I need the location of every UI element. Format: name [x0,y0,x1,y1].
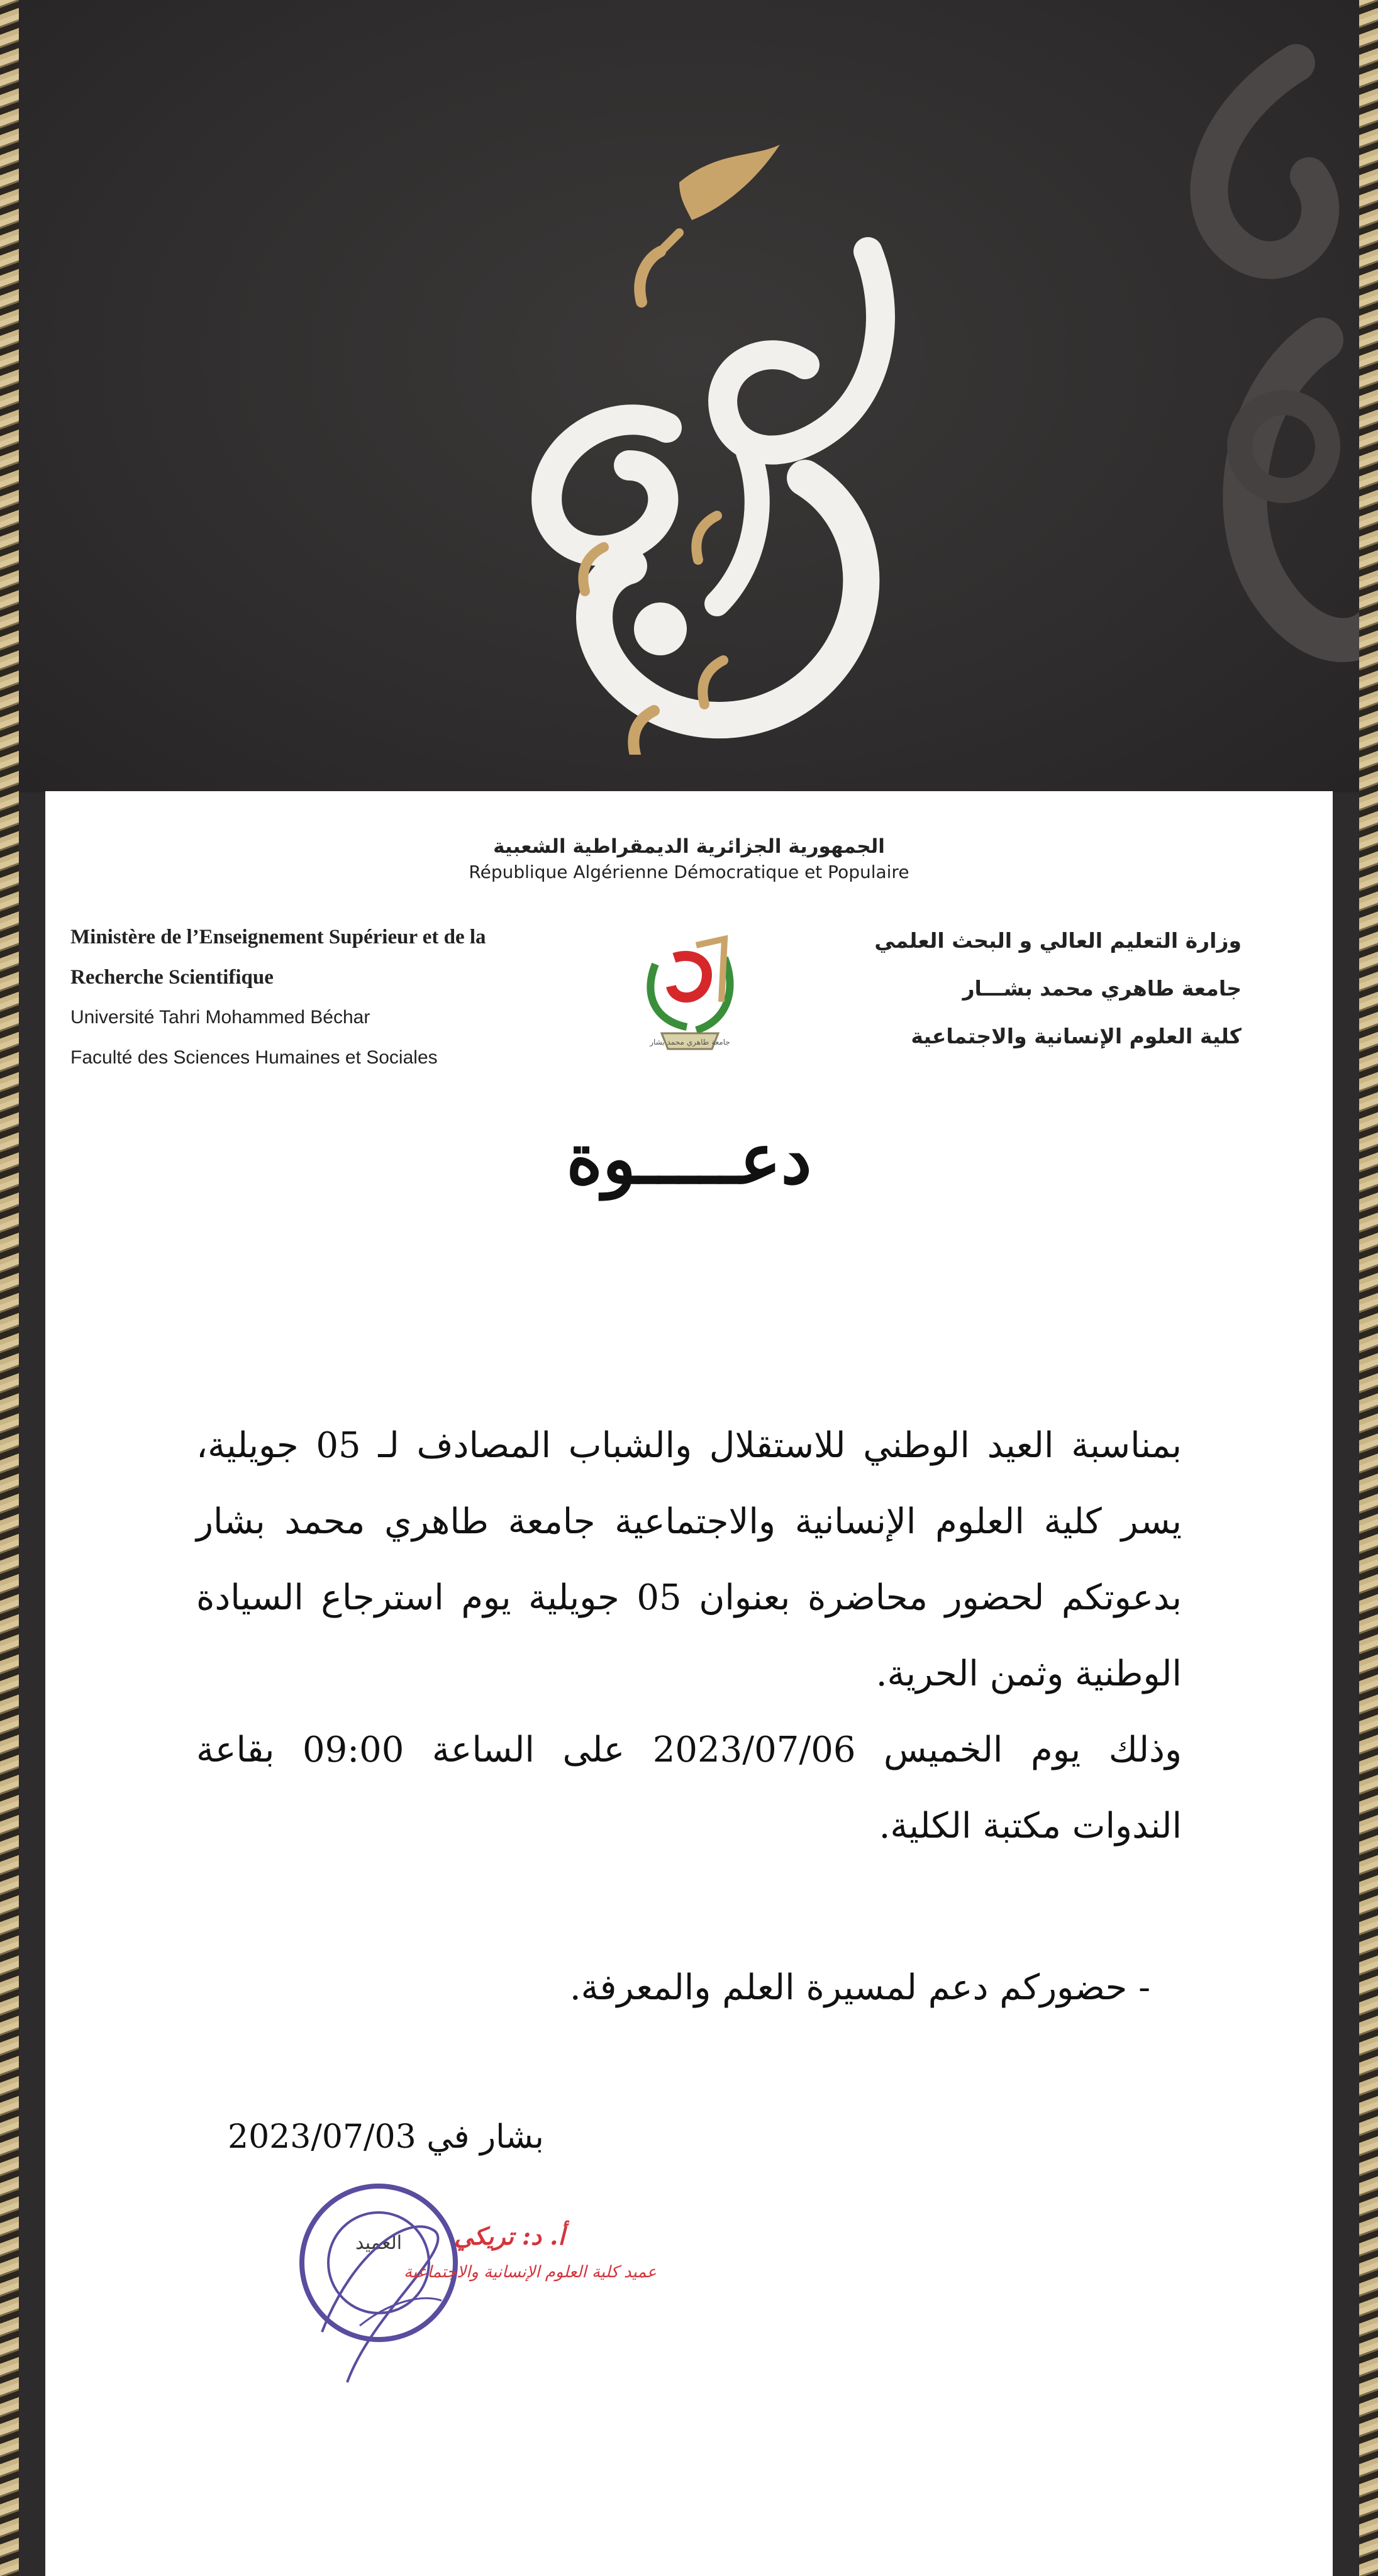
republic-title-french: République Algérienne Démocratique et Populaire [469,862,909,882]
left-rope-border [0,0,19,2576]
invitation-banner [19,0,1359,792]
stamp-dean-label: العميد [355,2232,403,2254]
crest-caption: جامعة طاهري محمد بشار [650,1038,730,1046]
university-name-arabic: جامعة طاهري محمد بشـــار [962,976,1242,1001]
signer-name: أ. د: تريكي [454,2222,565,2250]
invitation-body [196,1407,1182,1864]
invitation-paper [45,791,1333,2576]
invitation-title: دعـــــوة [566,1118,812,1199]
university-name-french: Université Tahri Mohammed Béchar [70,1007,370,1028]
faculty-name-arabic: كلية العلوم الإنسانية والاجتماعية [911,1024,1242,1048]
ministry-line-2: Recherche Scientifique [70,966,274,989]
official-stamp [284,2175,511,2426]
banner-watermark-calligraphy [1057,38,1359,780]
ministry-line-1: Ministère de l’Enseignement Supérieur et de la [70,926,486,948]
right-rope-border [1359,0,1378,2576]
faculty-name-french: Faculté des Sciences Humaines et Sociales [70,1047,438,1068]
ministry-name-arabic: وزارة التعليم العالي و البحث العلمي [874,928,1242,953]
header-french-block [70,917,561,1078]
body-paragraph-2: وذلك يوم الخميس 2023/07/06 على الساعة 09:00 بقاعة الندوات مكتبة الكلية. [196,1729,1182,1846]
university-crest-logo [618,926,762,1065]
closing-line: - حضوركم دعم لمسيرة العلم والمعرفة. [569,1967,1150,2008]
header-republic [45,835,1333,882]
invitation-calligraphy-logo [428,126,1006,755]
header-arabic-block [801,917,1242,1060]
signature-stamp-block [284,2175,737,2426]
body-paragraph-1: بمناسبة العيد الوطني للاستقلال والشباب المصادف لـ 05 جويلية، يسر كلية العلوم الإنسانية والاجتماعية جامعة طاهري محمد بشار بدعوتكم لحضور محاضرة بعنوان 05 جويلية يوم استرجاع السيادة الوطنية وثمن الحرية. [196,1425,1182,1694]
issue-date: بشار في 2023/07/03 [228,2118,544,2156]
signer-role: عميد كلية العلوم الإنسانية والاجتماعية [404,2263,657,2282]
republic-title-arabic: الجمهورية الجزائرية الديمقراطية الشعبية [493,835,885,858]
